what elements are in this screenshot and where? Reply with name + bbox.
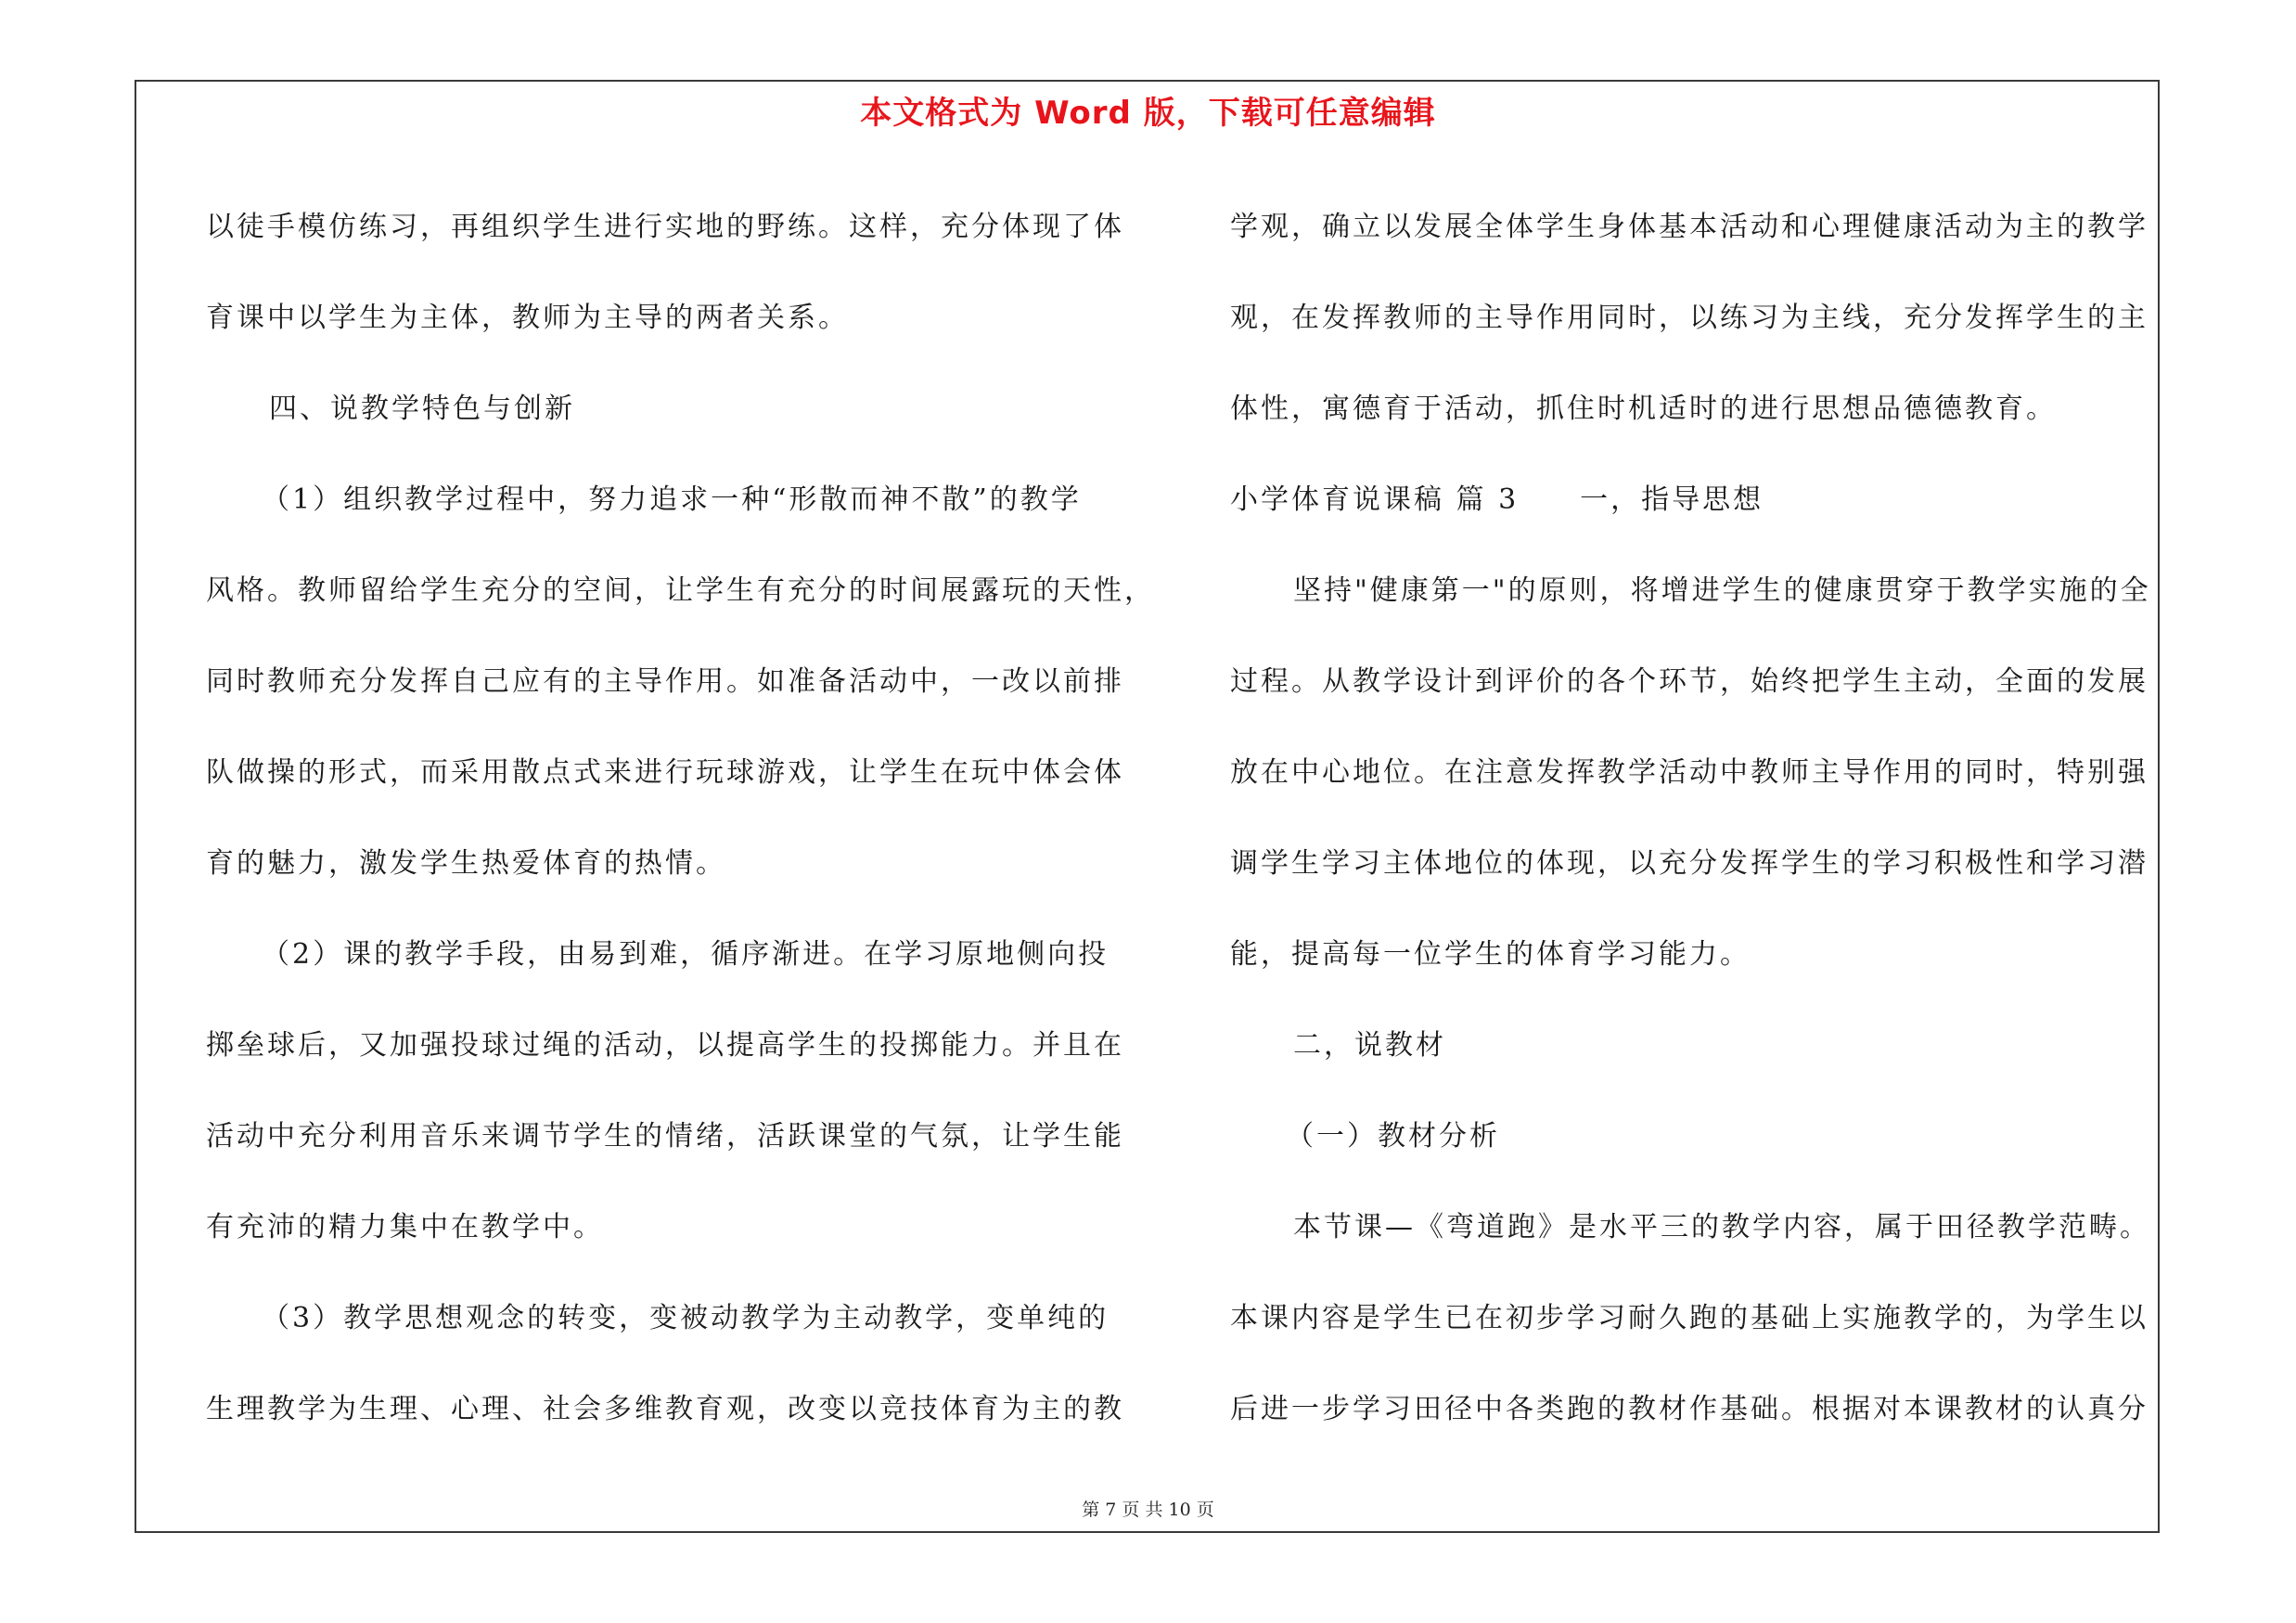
right-line-7: 放在中心地位。在注意发挥教学活动中教师主导作用的同时，特别强 bbox=[1230, 756, 2148, 789]
right-line-5: 坚持"健康第一"的原则，将增进学生的健康贯穿于教学实施的全 bbox=[1293, 574, 2151, 607]
section-heading-two: 二，说教材 bbox=[1293, 1029, 1446, 1062]
right-line-14: 后进一步学习田径中各类跑的教材作基础。根据对本课教材的认真分 bbox=[1230, 1393, 2148, 1425]
right-line-2: 观，在发挥教师的主导作用同时，以练习为主线，充分发挥学生的主 bbox=[1230, 302, 2148, 334]
left-line-12: 有充沛的精力集中在教学中。 bbox=[206, 1211, 604, 1243]
left-line-11: 活动中充分利用音乐来调节学生的情绪，活跃课堂的气氛，让学生能 bbox=[206, 1120, 1124, 1153]
lesson-three-title: 小学体育说课稿 篇 3 一，指导思想 bbox=[1230, 483, 1764, 516]
right-line-6: 过程。从教学设计到评价的各个环节，始终把学生主动，全面的发展 bbox=[1230, 665, 2148, 698]
left-line-13: （3）教学思想观念的转变，变被动教学为主动教学，变单纯的 bbox=[262, 1302, 1110, 1334]
right-text-column bbox=[1230, 182, 2158, 1455]
left-line-14: 生理教学为生理、心理、社会多维教育观，改变以竞技体育为主的教 bbox=[206, 1393, 1124, 1425]
left-line-5: 风格。教师留给学生充分的空间，让学生有充分的时间展露玩的天性， bbox=[206, 574, 1155, 607]
page-number-footer: 第 7 页 共 10 页 bbox=[1082, 1500, 1214, 1520]
word-format-banner: 本文格式为 Word 版，下载可任意编辑 bbox=[860, 95, 1436, 132]
right-line-3: 体性，寓德育于活动，抓住时机适时的进行思想品德德教育。 bbox=[1230, 393, 2057, 425]
left-line-1: 以徒手模仿练习，再组织学生进行实地的野练。这样，充分体现了体 bbox=[206, 211, 1124, 243]
section-heading-four: 四、说教学特色与创新 bbox=[269, 393, 575, 425]
right-line-12: 本节课—《弯道跑》是水平三的教学内容，属于田径教学范畴。 bbox=[1293, 1211, 2150, 1243]
subsection-heading: （一）教材分析 bbox=[1286, 1120, 1500, 1153]
right-line-8: 调学生学习主体地位的体现，以充分发挥学生的学习积极性和学习潜 bbox=[1230, 847, 2148, 880]
right-line-9: 能，提高每一位学生的体育学习能力。 bbox=[1230, 938, 1751, 971]
left-line-6: 同时教师充分发挥自己应有的主导作用。如准备活动中，一改以前排 bbox=[206, 665, 1124, 698]
left-line-8: 育的魅力，激发学生热爱体育的热情。 bbox=[206, 847, 726, 880]
right-line-13: 本课内容是学生已在初步学习耐久跑的基础上实施教学的，为学生以 bbox=[1230, 1302, 2148, 1334]
right-line-1: 学观，确立以发展全体学生身体基本活动和心理健康活动为主的教学 bbox=[1230, 211, 2148, 243]
left-text-column bbox=[206, 182, 1155, 1455]
left-line-10: 掷垒球后，又加强投球过绳的活动，以提高学生的投掷能力。并且在 bbox=[206, 1029, 1124, 1062]
left-line-9: （2）课的教学手段，由易到难，循序渐进。在学习原地侧向投 bbox=[262, 938, 1110, 971]
left-line-2: 育课中以学生为主体，教师为主导的两者关系。 bbox=[206, 302, 849, 334]
left-line-7: 队做操的形式，而采用散点式来进行玩球游戏，让学生在玩中体会体 bbox=[206, 756, 1124, 789]
left-line-4: （1）组织教学过程中，努力追求一种“形散而神不散”的教学 bbox=[262, 483, 1082, 516]
